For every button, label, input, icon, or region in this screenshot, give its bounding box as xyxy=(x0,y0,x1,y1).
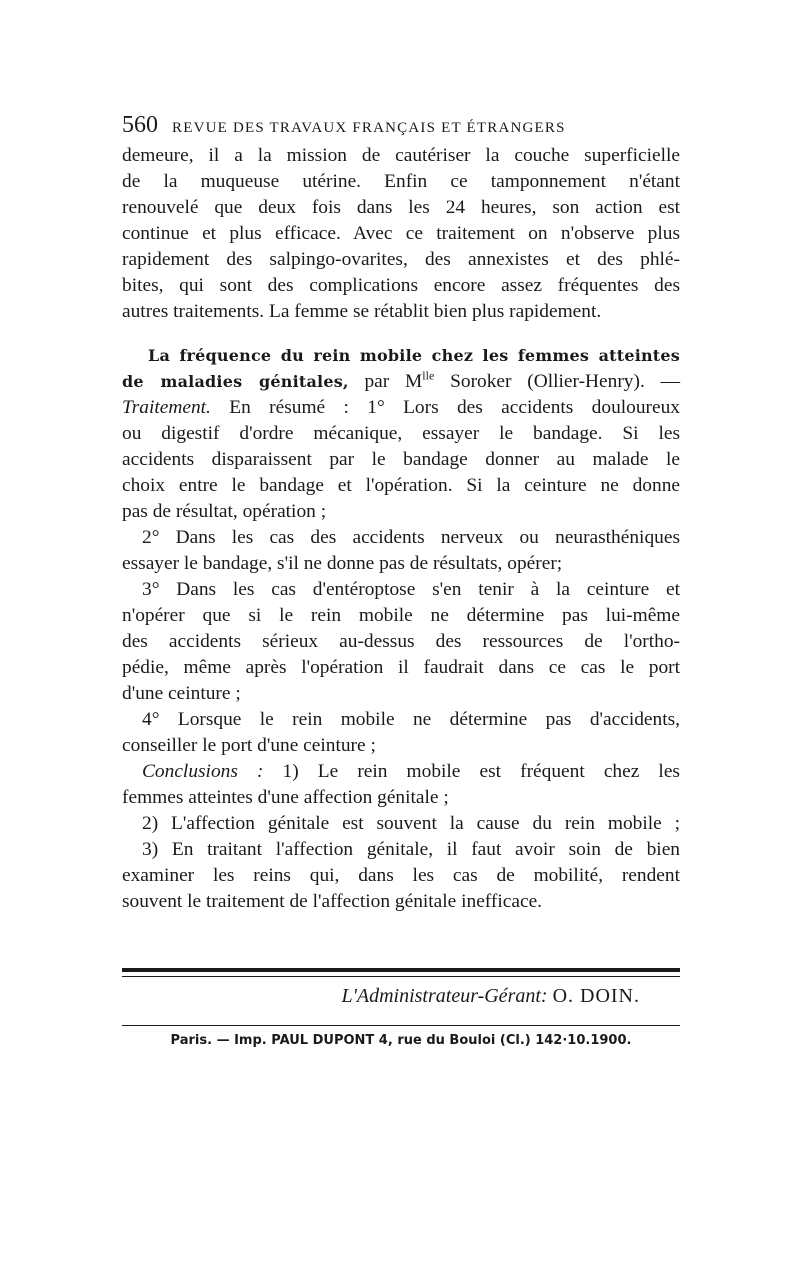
text-line xyxy=(122,395,680,421)
author-text: par M xyxy=(348,371,423,392)
text-line: 3° Dans les cas d'entéroptose s'en tenir à la ceinture et xyxy=(142,579,680,600)
text-line: conseiller le port d'une ceinture ; xyxy=(122,735,376,756)
text-line xyxy=(122,759,680,785)
footer-rule-thick xyxy=(122,968,680,972)
text-line: accidents disparaissent par le bandage donner au malade le xyxy=(122,449,680,470)
text-line: 3) En traitant l'affection génitale, il faut avoir soin de bien xyxy=(142,839,680,860)
text-line: n'opérer que si le rein mobile ne détermine pas lui-même xyxy=(122,605,680,626)
text-line: ou digestif d'ordre mécanique, essayer le bandage. Si les xyxy=(122,423,680,444)
printer-imprint: Paris. — Imp. PAUL DUPONT 4, rue du Bouloi (Cl.) 142·10.1900. xyxy=(170,1033,632,1048)
text-line: renouvelé que deux fois dans les 24 heures, son action est xyxy=(122,197,680,218)
running-title: REVUE DES TRAVAUX FRANÇAIS ET ÉTRANGERS xyxy=(172,120,566,136)
text-line: femmes atteintes d'une affection génitale ; xyxy=(122,787,449,808)
text-line xyxy=(122,343,680,369)
text-line: choix entre le bandage et l'opération. Si la ceinture ne donne xyxy=(122,475,680,496)
admin-label: L'Administrateur-Gérant: xyxy=(341,985,548,1007)
text-line: d'une ceinture ; xyxy=(122,683,241,704)
admin-name: O. DOIN. xyxy=(552,985,640,1007)
summary-text: En résumé : 1° Lors des accidents douloureux xyxy=(210,397,680,418)
text-line: rapidement des salpingo-ovarites, des annexistes et des phlé- xyxy=(122,249,680,270)
article-title: La fréquence du rein mobile chez les femmes atteintes xyxy=(148,346,680,365)
text-line: demeure, il a la mission de cautériser la couche superficielle xyxy=(122,145,680,166)
paragraph-gap xyxy=(122,325,680,343)
article-title-cont: de maladies génitales, xyxy=(122,372,349,391)
conclusions-label: Conclusions : xyxy=(142,761,264,782)
administrator-signature xyxy=(122,985,680,1008)
author-title-sup: lle xyxy=(422,368,435,383)
text-line: autres traitements. La femme se rétablit bien plus rapidement. xyxy=(122,301,602,322)
text-line: continue et plus efficace. Avec ce traitement on n'observe plus xyxy=(122,223,680,244)
conclusions-text: 1) Le rein mobile est fréquent chez les xyxy=(263,761,680,782)
text-line: pédie, même après l'opération il faudrait dans ce cas le port xyxy=(122,657,680,678)
article-abstract xyxy=(122,343,680,915)
footer-rule-thin xyxy=(122,976,680,977)
text-line: souvent le traitement de l'affection génitale inefficace. xyxy=(122,891,543,912)
text-line: essayer le bandage, s'il ne donne pas de résultats, opérer; xyxy=(122,553,563,574)
text-line: 4° Lorsque le rein mobile ne détermine pas d'accidents, xyxy=(142,709,680,730)
author-name: Soroker (Ollier-Henry). — xyxy=(434,371,680,392)
page-body xyxy=(122,143,680,915)
imprint-rule xyxy=(122,1025,680,1026)
text-line xyxy=(122,369,680,395)
article-subtitle: Traitement. xyxy=(122,397,211,418)
paragraph-continuation xyxy=(122,143,680,325)
text-line: bites, qui sont des complications encore assez fréquentes des xyxy=(122,275,680,296)
text-line: examiner les reins qui, dans les cas de mobilité, rendent xyxy=(122,865,680,886)
page-header xyxy=(122,112,682,139)
text-line: pas de résultat, opération ; xyxy=(122,501,327,522)
text-line: 2° Dans les cas des accidents nerveux ou neurasthéniques xyxy=(142,527,680,548)
text-line: de la muqueuse utérine. Enfin ce tamponnement n'étant xyxy=(122,171,680,192)
text-line: des accidents sérieux au-dessus des ressources de l'ortho- xyxy=(122,631,680,652)
text-line: 2) L'affection génitale est souvent la cause du rein mobile ; xyxy=(142,813,680,834)
page-number: 560 xyxy=(122,112,158,138)
